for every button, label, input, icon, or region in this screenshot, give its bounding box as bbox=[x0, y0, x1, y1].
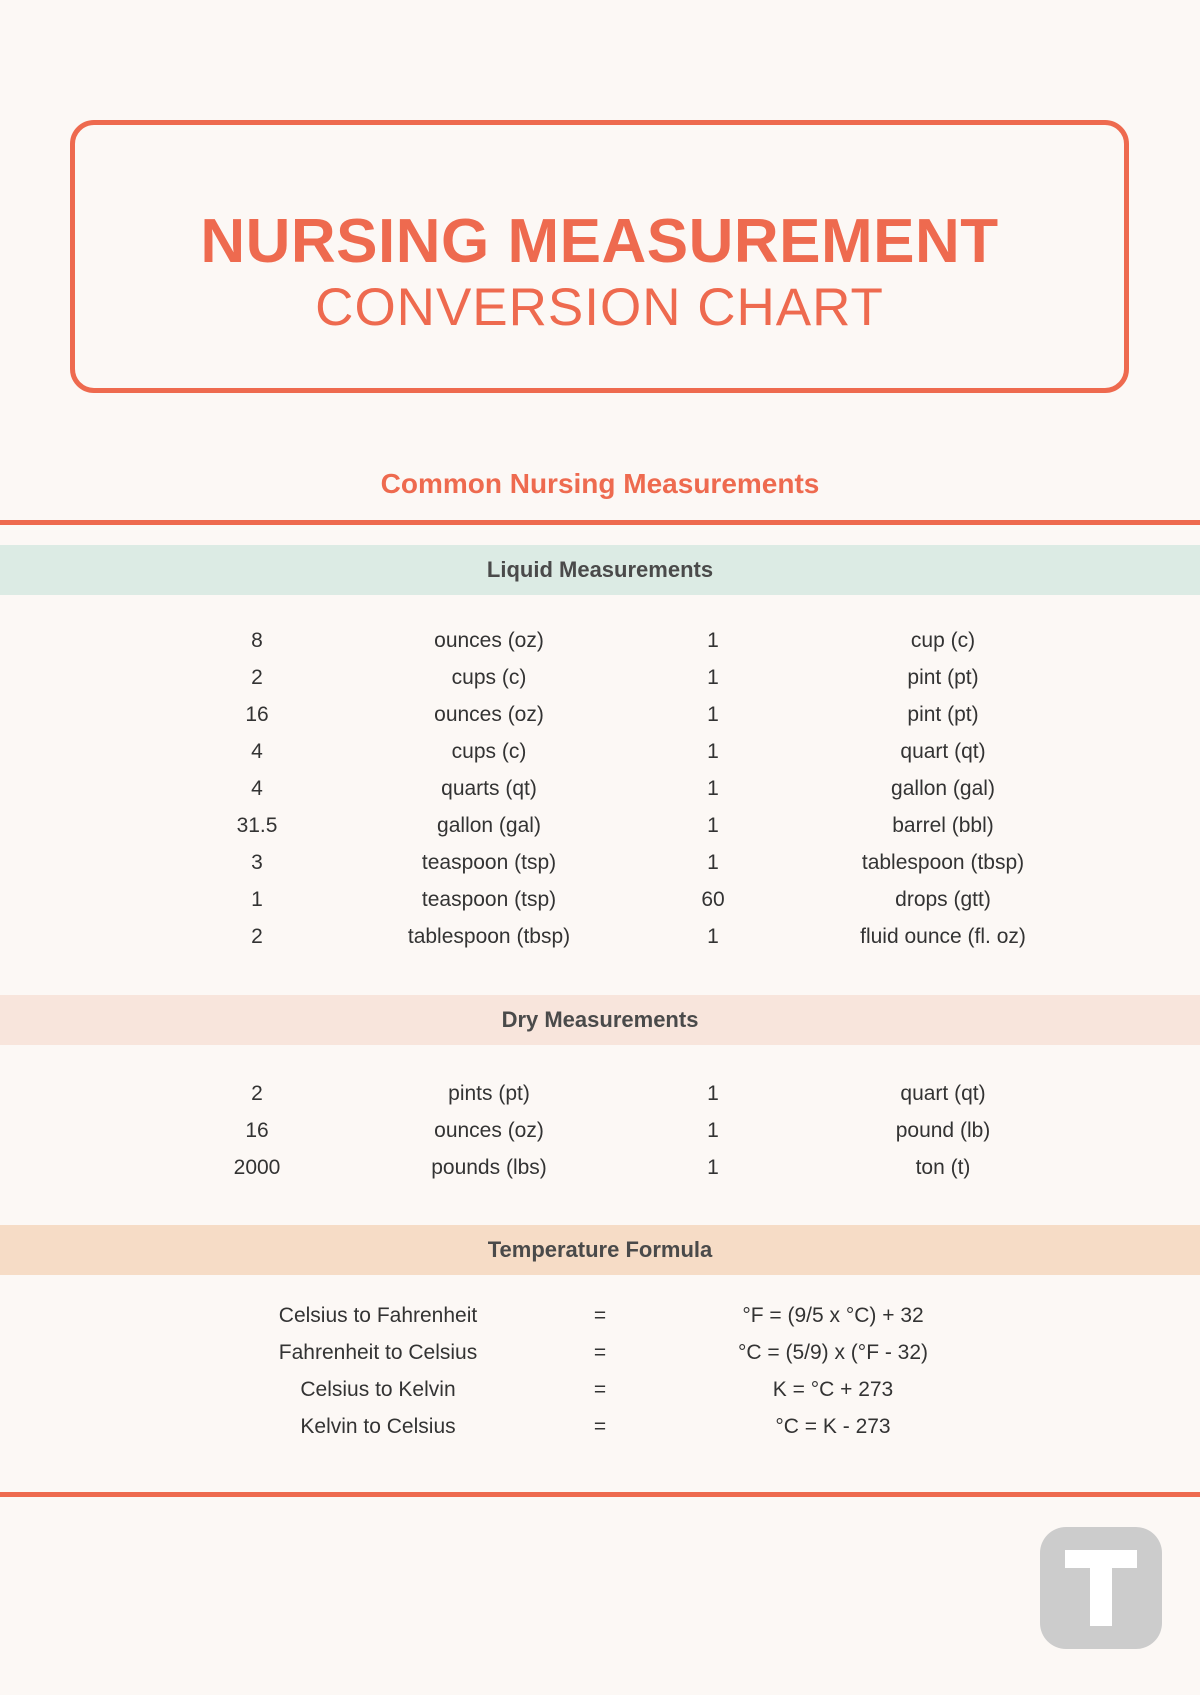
liquid-row-cell-3: 1 bbox=[707, 666, 719, 689]
liquid-row-cell-2: tablespoon (tbsp) bbox=[407, 925, 571, 948]
dry-row-cell-1: 2000 bbox=[233, 1156, 281, 1179]
liquid-row bbox=[0, 770, 1200, 807]
dry-row-cell-2: pounds (lbs) bbox=[431, 1156, 547, 1179]
liquid-row-cell-2: ounces (oz) bbox=[434, 703, 544, 726]
liquid-row-cell-2: teaspoon (tsp) bbox=[421, 888, 557, 911]
liquid-row-cell-4: cup (c) bbox=[910, 629, 976, 652]
dry-row-cell-2: ounces (oz) bbox=[434, 1119, 544, 1142]
liquid-row-cell-3: 1 bbox=[707, 703, 719, 726]
dry-row bbox=[0, 1075, 1200, 1112]
liquid-row-cell-4: pint (pt) bbox=[907, 666, 979, 689]
temperature-row bbox=[0, 1371, 1200, 1408]
dry-row-cell-3: 1 bbox=[707, 1082, 719, 1105]
liquid-row-cell-1: 16 bbox=[245, 703, 269, 726]
temperature-row-cell-2: = bbox=[593, 1378, 607, 1401]
liquid-row-cell-1: 4 bbox=[251, 740, 263, 763]
temperature-row-cell-3: °C = K - 273 bbox=[775, 1415, 891, 1438]
title-box bbox=[70, 120, 1129, 393]
liquid-row-cell-1: 31.5 bbox=[236, 814, 278, 837]
liquid-row bbox=[0, 696, 1200, 733]
dry-row-cell-4: ton (t) bbox=[915, 1156, 971, 1179]
section-heading: Common Nursing Measurements bbox=[380, 468, 820, 499]
liquid-row-cell-4: pint (pt) bbox=[907, 703, 979, 726]
temperature-row-cell-2: = bbox=[593, 1341, 607, 1364]
liquid-row-cell-1: 1 bbox=[251, 888, 263, 911]
template-logo-badge bbox=[1040, 1527, 1162, 1649]
dry-row-cell-3: 1 bbox=[707, 1119, 719, 1142]
temperature-row-cell-1: Fahrenheit to Celsius bbox=[278, 1341, 478, 1364]
liquid-table bbox=[0, 622, 1200, 955]
liquid-row bbox=[0, 733, 1200, 770]
liquid-row-cell-3: 1 bbox=[707, 851, 719, 874]
liquid-row-cell-4: tablespoon (tbsp) bbox=[861, 851, 1025, 874]
liquid-row-cell-1: 3 bbox=[251, 851, 263, 874]
liquid-row-cell-3: 1 bbox=[707, 814, 719, 837]
title-sub: CONVERSION CHART bbox=[315, 278, 884, 337]
liquid-row-cell-4: barrel (bbl) bbox=[892, 814, 994, 837]
temperature-row-cell-1: Celsius to Kelvin bbox=[300, 1378, 456, 1401]
temperature-row bbox=[0, 1334, 1200, 1371]
liquid-row-cell-4: drops (gtt) bbox=[895, 888, 991, 911]
liquid-row-cell-4: fluid ounce (fl. oz) bbox=[860, 925, 1026, 948]
liquid-row-cell-3: 1 bbox=[707, 740, 719, 763]
liquid-row-cell-4: gallon (gal) bbox=[891, 777, 995, 800]
temperature-row-cell-1: Celsius to Fahrenheit bbox=[278, 1304, 478, 1327]
liquid-row-cell-2: teaspoon (tsp) bbox=[421, 851, 557, 874]
temperature-row-cell-3: K = °C + 273 bbox=[772, 1378, 894, 1401]
dry-row-cell-4: pound (lb) bbox=[895, 1119, 991, 1142]
liquid-row-cell-3: 1 bbox=[707, 777, 719, 800]
top-divider bbox=[0, 520, 1200, 525]
liquid-row bbox=[0, 659, 1200, 696]
bottom-divider bbox=[0, 1492, 1200, 1497]
liquid-row-cell-1: 8 bbox=[251, 629, 263, 652]
liquid-row-cell-2: gallon (gal) bbox=[437, 814, 541, 837]
template-t-icon bbox=[1065, 1550, 1137, 1626]
liquid-row bbox=[0, 918, 1200, 955]
temperature-row-cell-1: Kelvin to Celsius bbox=[300, 1415, 456, 1438]
liquid-row-cell-2: cups (c) bbox=[451, 666, 527, 689]
temperature-heading: Temperature Formula bbox=[0, 1225, 1200, 1275]
liquid-row-cell-1: 2 bbox=[251, 666, 263, 689]
dry-heading: Dry Measurements bbox=[0, 995, 1200, 1045]
liquid-row-cell-3: 60 bbox=[701, 888, 725, 911]
temperature-row bbox=[0, 1408, 1200, 1445]
liquid-row-cell-3: 1 bbox=[707, 629, 719, 652]
liquid-row bbox=[0, 622, 1200, 659]
liquid-row-cell-2: ounces (oz) bbox=[434, 629, 544, 652]
liquid-row bbox=[0, 844, 1200, 881]
dry-row-cell-1: 16 bbox=[245, 1119, 269, 1142]
dry-row bbox=[0, 1149, 1200, 1186]
dry-row-cell-1: 2 bbox=[251, 1082, 263, 1105]
dry-table bbox=[0, 1075, 1200, 1186]
liquid-row-cell-2: quarts (qt) bbox=[441, 777, 537, 800]
liquid-row bbox=[0, 807, 1200, 844]
liquid-row bbox=[0, 881, 1200, 918]
title-main: NURSING MEASUREMENT bbox=[200, 207, 999, 276]
liquid-row-cell-1: 4 bbox=[251, 777, 263, 800]
dry-row-cell-2: pints (pt) bbox=[448, 1082, 530, 1105]
temperature-row bbox=[0, 1297, 1200, 1334]
temperature-row-cell-2: = bbox=[593, 1304, 607, 1327]
liquid-row-cell-3: 1 bbox=[707, 925, 719, 948]
liquid-row-cell-1: 2 bbox=[251, 925, 263, 948]
liquid-heading: Liquid Measurements bbox=[0, 545, 1200, 595]
dry-row bbox=[0, 1112, 1200, 1149]
dry-row-cell-3: 1 bbox=[707, 1156, 719, 1179]
dry-row-cell-4: quart (qt) bbox=[900, 1082, 986, 1105]
temperature-row-cell-3: °F = (9/5 x °C) + 32 bbox=[742, 1304, 924, 1327]
temperature-row-cell-3: °C = (5/9) x (°F - 32) bbox=[737, 1341, 929, 1364]
liquid-row-cell-4: quart (qt) bbox=[900, 740, 986, 763]
temperature-table bbox=[0, 1297, 1200, 1445]
liquid-row-cell-2: cups (c) bbox=[451, 740, 527, 763]
temperature-row-cell-2: = bbox=[593, 1415, 607, 1438]
